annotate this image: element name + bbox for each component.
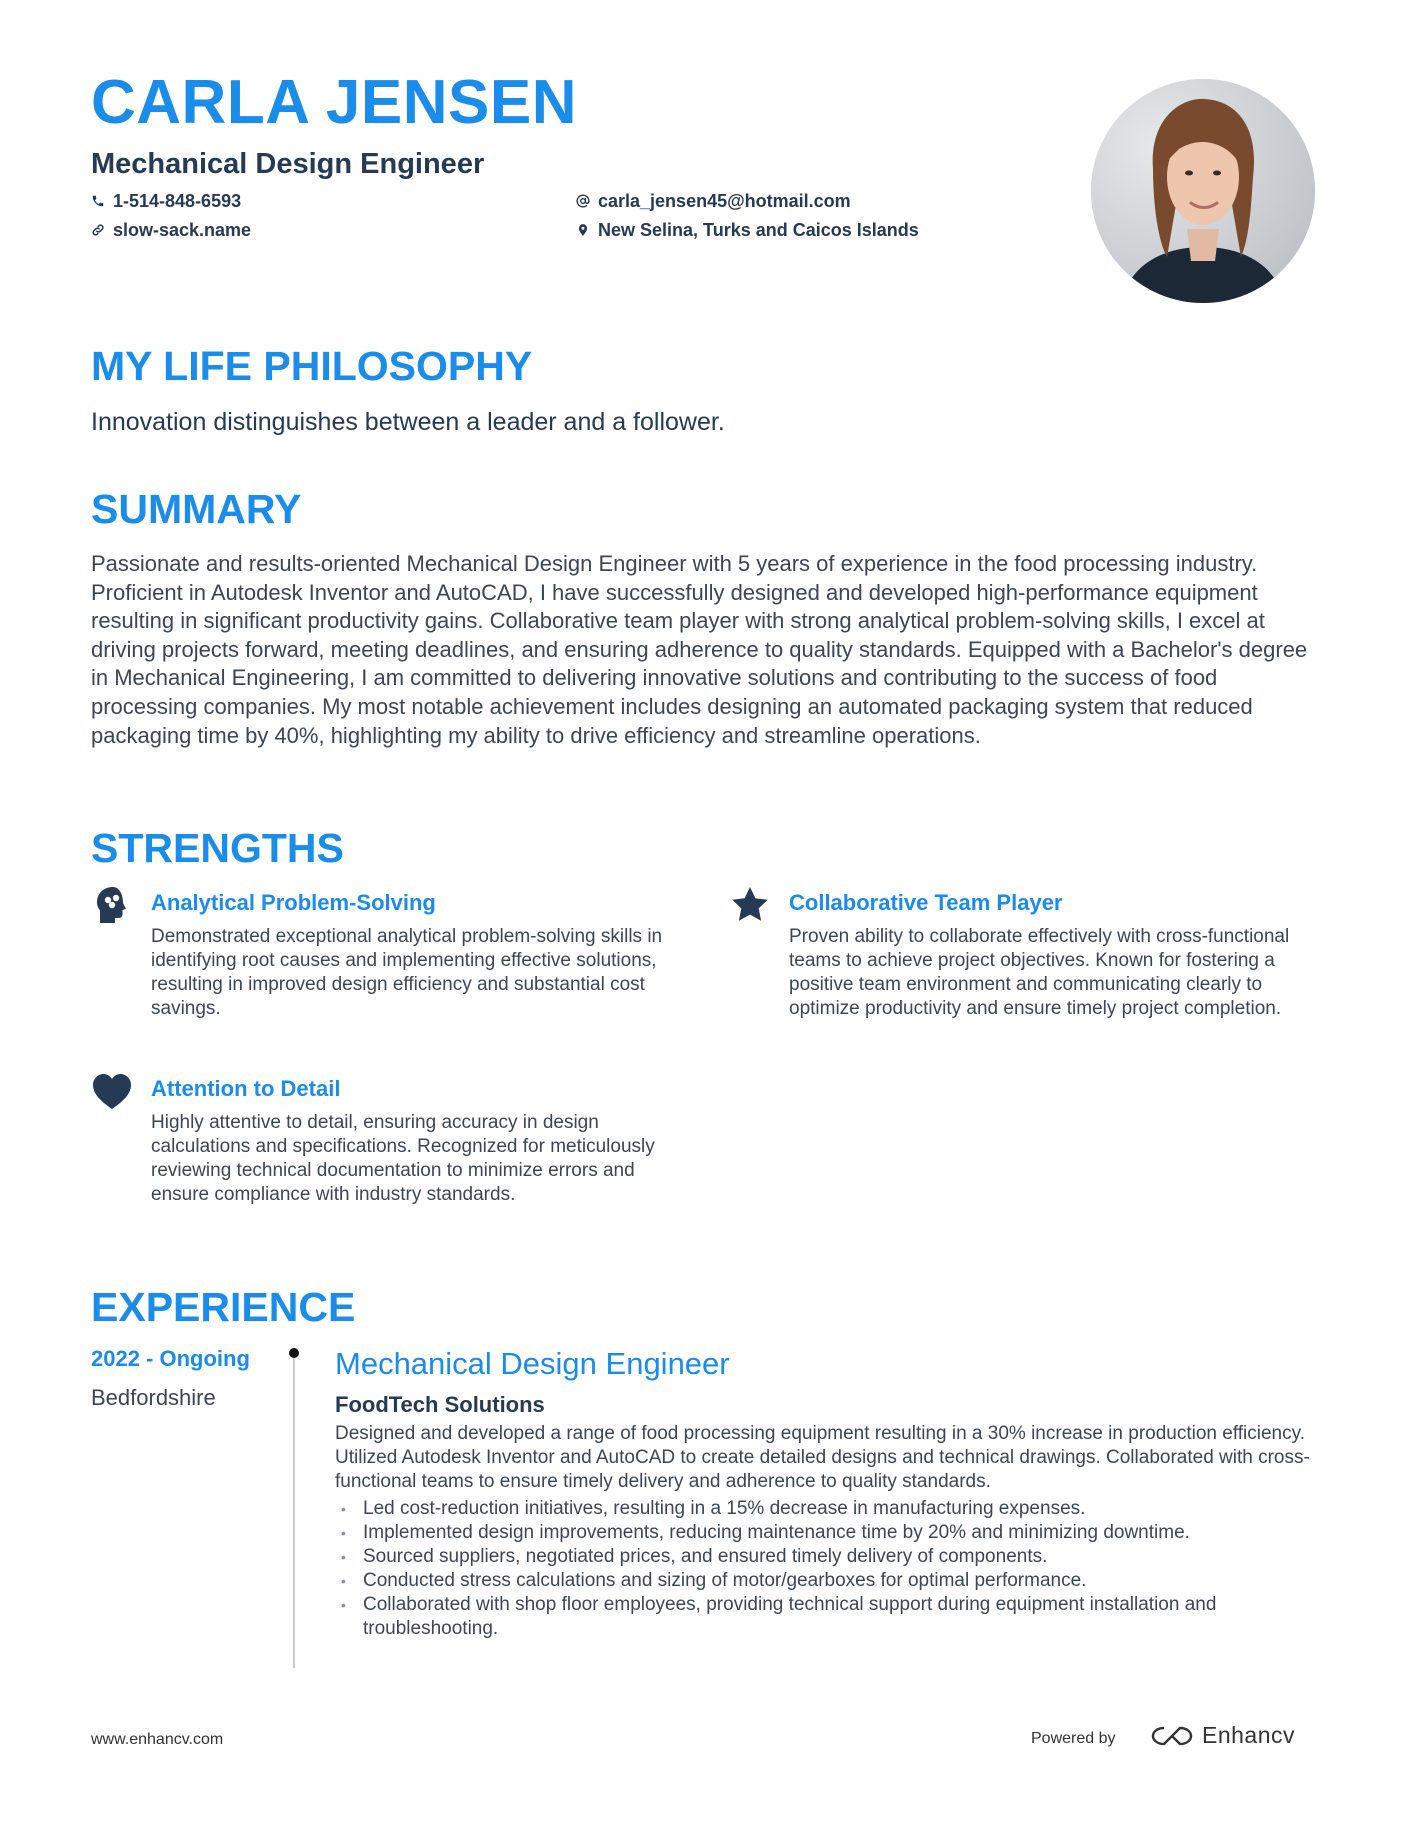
experience-bullet: • Collaborated with shop floor employees, providing technical support during equipment installation and troubleshooting. (335, 1593, 1325, 1641)
profile-photo (1091, 79, 1315, 303)
website-contact[interactable] (91, 221, 251, 239)
strength-desc: Highly attentive to detail, ensuring accuracy in design calculations and specifications. Recognized for meticulously reviewing technical documentation to minimize errors and ensure compliance with industry standards. (151, 1112, 655, 1205)
email-contact[interactable] (576, 192, 851, 210)
website-text[interactable]: slow-sack.name (113, 220, 252, 240)
experience-bullets (335, 1497, 1325, 1641)
footer-powered-by: Powered by (1031, 1730, 1116, 1747)
strengths-heading: STRENGTHS (91, 825, 344, 871)
strength-item (91, 1071, 133, 1118)
philosophy-text: Innovation distinguishes between a leader and a follower. (91, 408, 725, 436)
location-contact (576, 221, 919, 239)
summary-text: Passionate and results-oriented Mechanical Design Engineer with 5 years of experience in the food processing industry. Proficient in Autodesk Inventor and AutoCAD, I have successfully designed and developed high-performance equipment resulting in significant productivity gains. Collaborative team player with strong analytical problem-solving skills, I excel at driving projects forward, meeting deadlines, and ensuring adherence to quality standards. Equipped with a Bachelor's degree in Mechanical Engineering, I am committed to delivering innovative solutions and contributing to the success of food processing companies. My most notable achievement includes designing an automated packaging system that reduced packaging time by 40%, highlighting my ability to drive efficiency and streamline operations. (91, 551, 1308, 748)
experience-bullet: • Led cost-reduction initiatives, resulting in a 15% decrease in manufacturing expenses. (335, 1497, 1325, 1521)
timeline-line (293, 1356, 295, 1668)
timeline-dot (289, 1348, 299, 1358)
strength-desc: Proven ability to collaborate effectively with cross-functional teams to achieve project objectives. Known for fostering a positive team environment and communicating clearly to optimize productivity and ensure timely project completion. (789, 926, 1290, 1019)
experience-location: Bedfordshire (91, 1385, 216, 1410)
strength-title: Attention to Detail (151, 1076, 341, 1101)
strength-desc: Demonstrated exceptional analytical problem-solving skills in identifying root causes and implementing effective solutions, resulting in improved design efficiency and substantial cost savings. (151, 926, 663, 1019)
email-text[interactable]: carla_jensen45@hotmail.com (598, 191, 851, 211)
enhancv-logo[interactable] (1150, 1722, 1295, 1749)
strength-item (91, 884, 133, 931)
experience-bullet: • Implemented design improvements, reducing maintenance time by 20% and minimizing downtime. (335, 1521, 1325, 1545)
job-title: Mechanical Design Engineer (91, 148, 485, 180)
map-pin-icon (576, 223, 590, 237)
strength-title: Collaborative Team Player (789, 890, 1063, 915)
enhancv-logo-icon (1150, 1724, 1194, 1748)
strength-title: Analytical Problem-Solving (151, 890, 436, 915)
heart-icon (91, 1071, 133, 1113)
phone-text: 1-514-848-6593 (113, 191, 242, 211)
at-icon (576, 194, 590, 208)
experience-bullet: • Sourced suppliers, negotiated prices, and ensured timely delivery of components. (335, 1545, 1325, 1569)
experience-company: FoodTech Solutions (335, 1392, 545, 1417)
experience-role: Mechanical Design Engineer (335, 1346, 730, 1381)
experience-bullet: • Conducted stress calculations and sizing of motor/gearboxes for optimal performance. (335, 1569, 1325, 1593)
location-text: New Selina, Turks and Caicos Islands (598, 220, 919, 240)
phone-contact (91, 192, 241, 210)
experience-heading: EXPERIENCE (91, 1284, 356, 1330)
philosophy-heading: MY LIFE PHILOSOPHY (91, 343, 533, 389)
star-icon (729, 884, 771, 926)
enhancv-brand-text: Enhancv (1202, 1722, 1296, 1748)
link-icon (91, 223, 105, 237)
strength-item (729, 884, 771, 931)
candidate-name: CARLA JENSEN (91, 68, 577, 137)
brain-head-icon (91, 884, 133, 926)
phone-icon (91, 194, 105, 208)
experience-description: Designed and developed a range of food processing equipment resulting in a 30% increase in production efficiency. Utilized Autodesk Inventor and AutoCAD to create detailed designs and technical drawings. Collaborated with cross-functional teams to ensure timely delivery and adherence to quality standards. (335, 1423, 1310, 1492)
experience-dates: 2022 - Ongoing (91, 1346, 250, 1371)
footer-url[interactable]: www.enhancv.com (91, 1731, 224, 1748)
summary-heading: SUMMARY (91, 486, 302, 532)
